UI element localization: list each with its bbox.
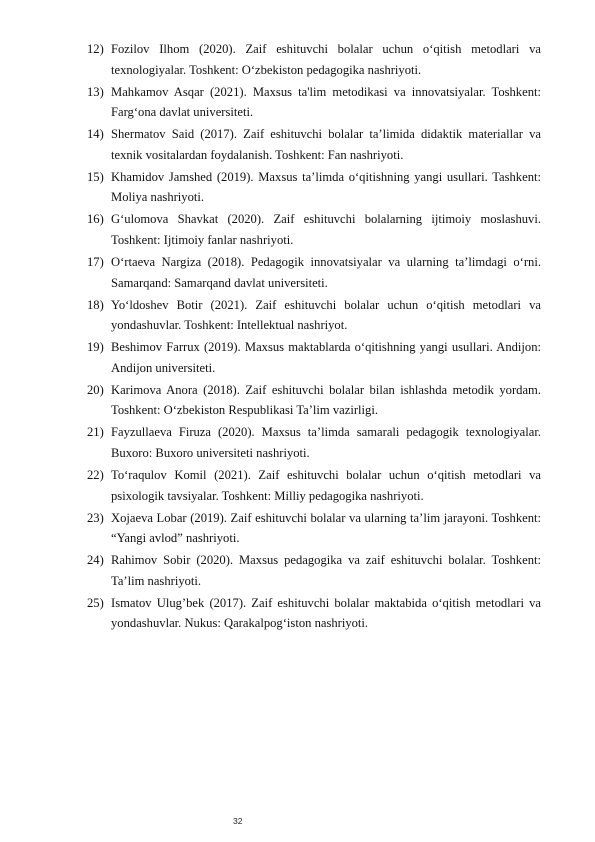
- reference-item: [87, 593, 541, 634]
- page-number: 32: [233, 816, 243, 826]
- reference-text: Fayzullaeva Firuza (2020). Maxsus ta’limda samarali pedagogik texnologiyalar. Buxoro: Buxoro universiteti nashriyoti.: [111, 425, 541, 461]
- reference-text: Shermatov Said (2017). Zaif eshituvchi bolalar ta’limida didaktik materiallar va texnik vositalardan foydalanish. Toshkent: Fan nashriyoti.: [111, 127, 541, 162]
- reference-item: [87, 295, 541, 336]
- reference-item: [87, 465, 541, 506]
- reference-item: [87, 82, 541, 123]
- reference-item: [87, 167, 541, 208]
- reference-text: Karimova Anora (2018). Zaif eshituvchi bolalar bilan ishlashda metodik yordam. Toshkent: O‘zbekiston Respublikasi Ta’lim vazirligi.: [111, 382, 541, 418]
- reference-number: 19): [87, 340, 104, 355]
- reference-item: [87, 124, 541, 165]
- reference-text: Fozilov Ilhom (2020). Zaif eshituvchi bolalar uchun o‘qitish metodlari va texnologiyalar. Toshkent: O‘zbekiston pedagogika nashriyoti.: [111, 42, 541, 77]
- reference-text: Yo‘ldoshev Botir (2021). Zaif eshituvchi bolalar uchun o‘qitish metodlari va yondashuvlar. Toshkent: Intellektual nashriyot.: [111, 297, 541, 333]
- reference-text: Mahkamov Asqar (2021). Maxsus ta'lim metodikasi va innovatsiyalar. Toshkent: Farg‘ona davlat universiteti.: [111, 84, 541, 120]
- reference-text: Khamidov Jamshed (2019). Maxsus ta’limda o‘qitishning yangi usullari. Tashkent: Moliya nashriyoti.: [111, 169, 541, 205]
- reference-item: [87, 337, 541, 378]
- reference-list: [87, 39, 541, 635]
- reference-number: 21): [87, 425, 104, 440]
- reference-item: [87, 39, 541, 80]
- reference-number: 24): [87, 553, 104, 568]
- reference-item: [87, 550, 541, 591]
- reference-number: 15): [87, 169, 104, 184]
- reference-number: 16): [87, 212, 104, 227]
- reference-number: 12): [87, 42, 104, 56]
- reference-text: Beshimov Farrux (2019). Maxsus maktablarda o‘qitishning yangi usullari. Andijon: Andijon universiteti.: [111, 340, 541, 375]
- reference-text: To‘raqulov Komil (2021). Zaif eshituvchi bolalar uchun o‘qitish metodlari va psixologik tavsiyalar. Toshkent: Milliy pedagogika nashriyoti.: [111, 467, 541, 503]
- reference-number: 13): [87, 84, 104, 99]
- reference-number: 23): [87, 510, 104, 525]
- reference-text: Rahimov Sobir (2020). Maxsus pedagogika va zaif eshituvchi bolalar. Toshkent: Ta’lim nashriyoti.: [111, 553, 541, 588]
- reference-text: Ismatov Ulug’bek (2017). Zaif eshituvchi bolalar maktabida o‘qitish metodlari va yondashuvlar. Nukus: Qarakalpog‘iston nashriyoti.: [111, 595, 541, 631]
- reference-number: 18): [87, 297, 104, 312]
- reference-item: [87, 209, 541, 250]
- reference-item: [87, 380, 541, 421]
- reference-item: [87, 508, 541, 549]
- reference-number: 20): [87, 382, 104, 397]
- reference-item: [87, 422, 541, 463]
- reference-text: G‘ulomova Shavkat (2020). Zaif eshituvchi bolalarning ijtimoiy moslashuvi. Toshkent: Ijtimoiy fanlar nashriyoti.: [111, 212, 541, 248]
- reference-number: 22): [87, 467, 104, 482]
- reference-number: 17): [87, 254, 104, 269]
- reference-text: Xojaeva Lobar (2019). Zaif eshituvchi bolalar va ularning ta’lim jarayoni. Toshkent: “Yangi avlod” nashriyoti.: [111, 510, 541, 546]
- reference-text: O‘rtaeva Nargiza (2018). Pedagogik innovatsiyalar va ularning ta’limdagi o‘rni. Samarqand: Samarqand davlat universiteti.: [111, 254, 541, 290]
- reference-item: [87, 252, 541, 293]
- reference-number: 14): [87, 127, 104, 142]
- reference-number: 25): [87, 595, 104, 610]
